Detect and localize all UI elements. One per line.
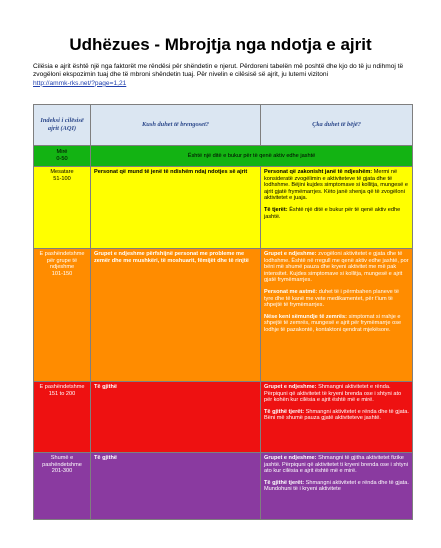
aqi-table xyxy=(33,104,413,520)
what-cell xyxy=(261,249,413,382)
table-header-row xyxy=(34,105,413,146)
col-header-who: Kush duhet të brengoset? xyxy=(91,105,261,146)
table-row-good xyxy=(34,146,413,167)
advice-text: zvogëloni aktivitetet e gjata dhe të lodhshme. Është në rregull me qenë aktiv edhe jashtë, por bëni më shumë pauza dhe kryeni aktivitet me më pak intensitet. Kujdes simptomave si kollitja, mungesë e ajrit gjatë frymëmarrjes. xyxy=(264,251,409,284)
intro-paragraph xyxy=(33,63,413,88)
aqi-range-label: 151 to 200 xyxy=(48,390,76,397)
merged-advice-cell: Është një ditë e bukur për të qenë aktiv edhe jashtë xyxy=(91,146,413,167)
table-row-moderate xyxy=(34,167,413,249)
advice-lead: Të gjithë tjerët: xyxy=(264,408,305,415)
who-cell: Të gjithë xyxy=(91,382,261,453)
aqi-range-label: 0-50 xyxy=(56,156,68,162)
aqi-level-cell xyxy=(34,146,91,167)
intro-text: Cilësia e ajrit është një nga faktorët me rëndësi për shëndetin e njerut. Përdoreni tabelën më poshtë dhe kjo do të ju ndihmoj të zvogëloni ekspozimin tuaj dhe të mbroni shëndetin tuaj. Për nivelin e cilësisë së ajrit, ju lutemi vizitoni xyxy=(33,63,404,79)
aqi-level-cell xyxy=(34,249,91,382)
aqi-level-label: Shumë e pashëndetshme xyxy=(42,455,82,468)
what-cell xyxy=(261,382,413,453)
col-header-what: Çka duhet të bëjë? xyxy=(261,105,413,146)
intro-link[interactable]: http://ammk-rks.net/?page=1,21 xyxy=(33,79,127,87)
advice-text: simptomat si rrahje e shpejtë të zemrës, mungesë e ajrit për frymëmarrje ose lodhje të pazakontë, kontaktoni qendrat mjekësore. xyxy=(264,313,402,333)
advice-lead: Grupet e ndjeshme: xyxy=(264,455,317,461)
advice-text: Shmangni aktivitetet e rënda. Përpiquni që aktivitetet të kryeni brenda ose i shtyni ato për kohën kur cilësia e ajrit është më e mirë. xyxy=(264,384,402,404)
what-cell xyxy=(261,453,413,520)
aqi-level-cell xyxy=(34,453,91,520)
aqi-level-cell xyxy=(34,167,91,249)
advice-lead: Grupet e ndjeshme: xyxy=(264,384,317,390)
aqi-level-label: E pashëndetshme për grupe të ndjeshme xyxy=(39,251,85,271)
advice-lead: Të tjerët: xyxy=(264,206,288,213)
aqi-level-label: Mesatare xyxy=(50,169,74,175)
aqi-level-cell xyxy=(34,382,91,453)
table-row-unhealthy xyxy=(34,382,413,453)
advice-text: duhet të i përmbahen planeve të tyre dhe të kanë me vete medikamentet, për t'ium të shpejtë të frymëmarrjes. xyxy=(264,288,399,309)
who-cell: Grupet e ndjeshme përfshijnë personat me probleme me zemër dhe me mushkëri, të moshuarit, fëmijët dhe të rinjtë xyxy=(91,249,261,382)
what-cell xyxy=(261,167,413,249)
who-cell: Personat që mund të jenë të ndishëm ndaj ndotjes së ajrit xyxy=(91,167,261,249)
table-row-sensitive xyxy=(34,249,413,382)
advice-lead: Personat që zakonisht janë të ndjeshëm: xyxy=(264,169,373,175)
who-cell: Të gjithë xyxy=(91,453,261,520)
aqi-level-label: E pashëndetshme xyxy=(39,384,85,390)
advice-text: Është një ditë e bukur për të qenë aktiv edhe jashtë. xyxy=(264,206,401,220)
aqi-range-label: 101-150 xyxy=(51,270,73,277)
advice-text: Shmangni aktivitetet e rënda dhe të gjata. Bëni më shumë pauza gjatë aktiviteteve jashtë. xyxy=(264,408,409,422)
advice-lead: Grupet e ndjeshme: xyxy=(264,251,317,257)
table-row-very-unhealthy xyxy=(34,453,413,520)
aqi-level-label: Mirë xyxy=(56,149,68,156)
page-title: Udhëzues - Mbrojtja nga ndotja e ajrit xyxy=(69,35,372,54)
advice-lead: Nëse keni sëmundje të zemrës: xyxy=(264,313,348,320)
aqi-range-label: 201-300 xyxy=(51,468,73,475)
advice-text: Shmangni të gjitha aktivitetet fizike jashtë. Përpiquni që aktivitetet ti kryeni brenda ose i shtyni ato kur cilësia e ajrit është më e mirë. xyxy=(264,455,408,475)
advice-lead: Të gjithë tjerët: xyxy=(264,479,305,486)
advice-lead: Personat me astmë: xyxy=(264,288,318,295)
advice-text: Shmangni aktivitetet e rënda dhe të gjata. Mundohuni të i kryeni aktivitete xyxy=(264,479,409,493)
col-header-aqi: Indeksi i cilësisë ajrit (AQI) xyxy=(34,105,91,146)
aqi-range-label: 51-100 xyxy=(53,175,71,182)
advice-text: Mermi në konsideratë zvogëlimin e aktiviteteve të gjata dhe të lodhshme. Bëjini kujdes simptomave si kollitja, mungesë e ajrit gjatë frymëmarrjes. Këto janë shenja që të zvogëloni aktivitetet e juaja. xyxy=(264,169,408,202)
